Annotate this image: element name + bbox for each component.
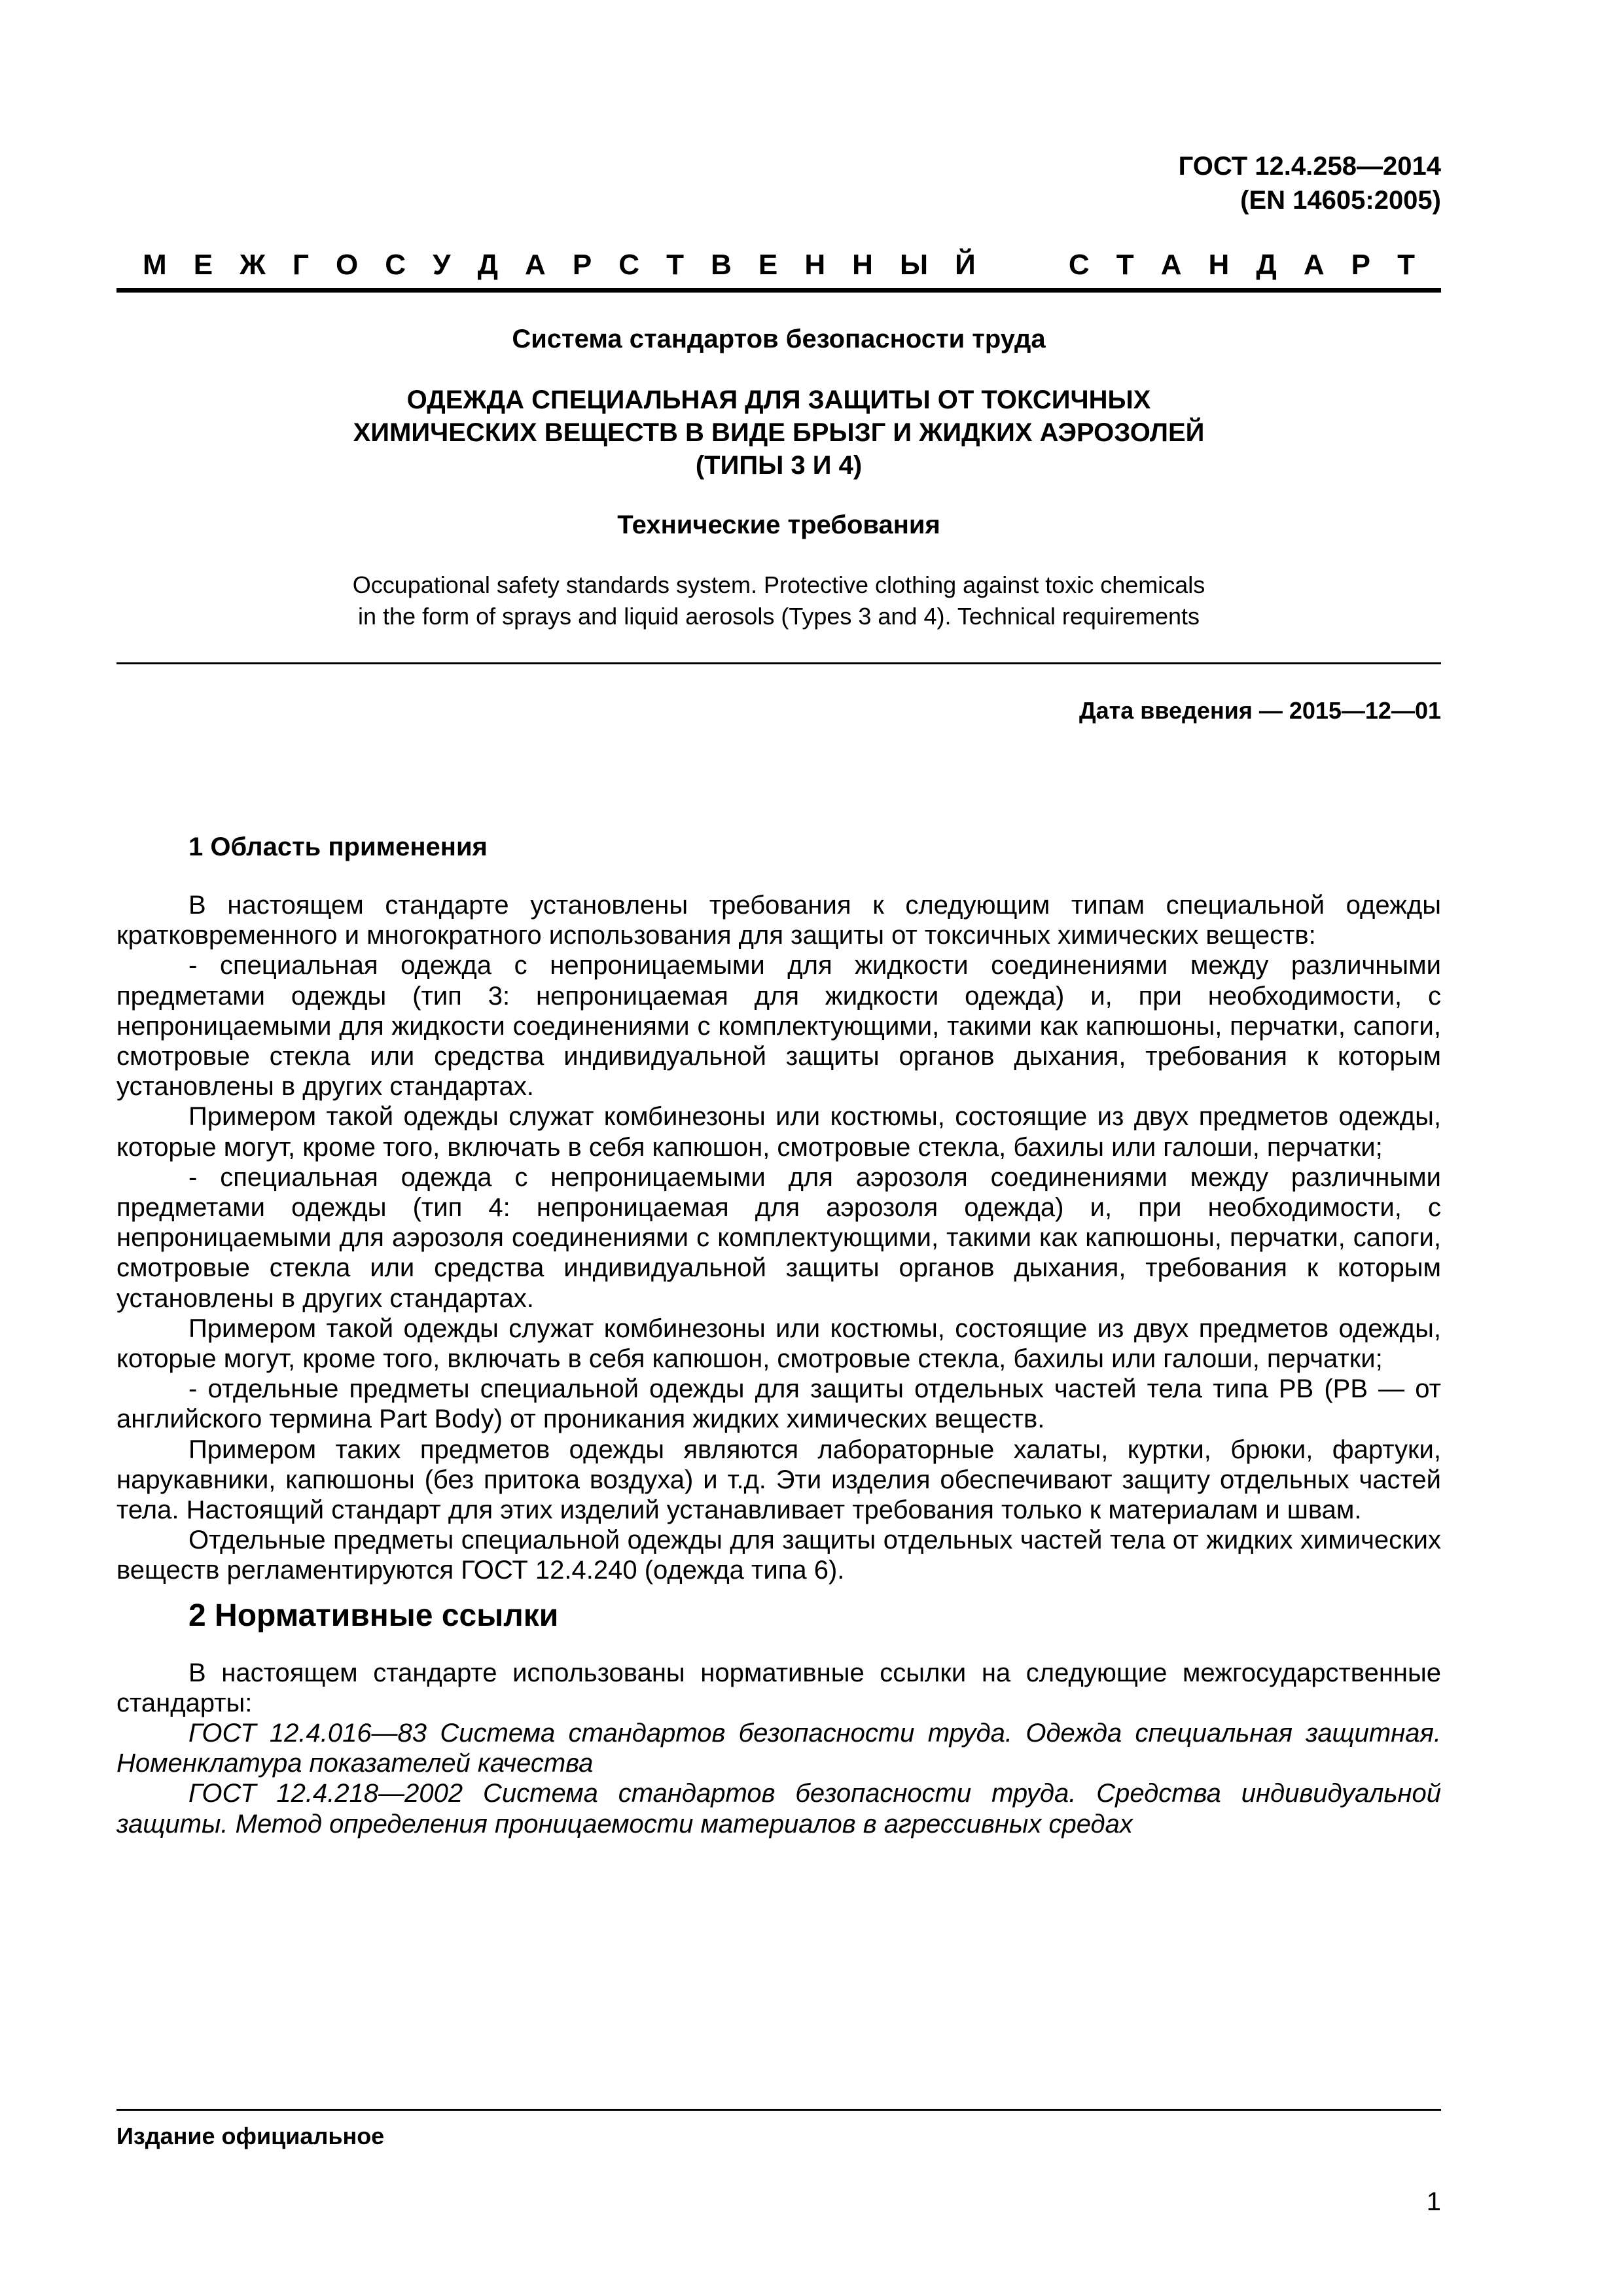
banner-letter: Е — [758, 249, 778, 281]
normative-reference: ГОСТ 12.4.016—83 Система стандартов безопасности труда. Одежда специальная защитная. Номенклатура показателей качества — [116, 1719, 1441, 1778]
banner-letter: Д — [477, 249, 498, 281]
document-subtitle: Технические требования — [617, 511, 940, 539]
banner-letter: У — [433, 249, 451, 281]
banner-letter: М — [143, 249, 167, 281]
banner-letter: Т — [1397, 249, 1415, 281]
banner-letter: С — [1068, 249, 1090, 281]
banner-letter: Р — [1351, 249, 1371, 281]
banner-letter: Й — [955, 249, 976, 281]
banner-letter: О — [336, 249, 359, 281]
banner-letter: Е — [193, 249, 213, 281]
standard-code: ГОСТ 12.4.258—2014 — [1178, 152, 1441, 181]
document-title-line-2: ХИМИЧЕСКИХ ВЕЩЕСТВ В ВИДЕ БРЫЗГ И ЖИДКИХ АЭРОЗОЛЕЙ — [353, 418, 1205, 447]
document-title-line-1: ОДЕЖДА СПЕЦИАЛЬНАЯ ДЛЯ ЗАЩИТЫ ОТ ТОКСИЧНЫХ — [406, 386, 1151, 414]
banner-letter: Г — [292, 249, 309, 281]
interstate-standard-banner — [116, 247, 1441, 283]
section-1-paragraph: - отдельные предметы специальной одежды для защиты отдельных частей тела типа PB (PB — от английского термина Part Body) от проникания жидких химических веществ. — [116, 1374, 1441, 1434]
section-1-heading: 1 Область применения — [188, 833, 488, 861]
banner-letter: Д — [1256, 249, 1277, 281]
banner-letter: В — [711, 249, 732, 281]
english-title-line-2: in the form of sprays and liquid aerosols (Types 3 and 4). Technical requirements — [358, 603, 1200, 630]
banner-letter: А — [1303, 249, 1325, 281]
header-rule — [116, 288, 1441, 293]
section-1-paragraph: - специальная одежда с непроницаемыми для жидкости соединениями между различными предметами одежды (тип 3: непроницаемая для жидкости одежда) и, при необходимости, с непроницаемыми для жидкости соединениями с комплектующими, такими как капюшоны, перчатки, сапоги, смотровые стекла или средства индивидуальной защиты органов дыхания, требования к которым установлены в других стандартах. — [116, 951, 1441, 1102]
system-title: Система стандартов безопасности труда — [512, 325, 1046, 353]
section-1-paragraph: - специальная одежда с непроницаемыми для аэрозоля соединениями между различными предметами одежды (тип 4: непроницаемая для аэрозоля одежда) и, при необходимости, с непроницаемыми для аэрозоля соединениями с комплектующими, такими как капюшоны, перчатки, сапоги, смотровые стекла или средства индивидуальной защиты органов дыхания, требования к которым установлены в других стандартах. — [116, 1162, 1441, 1313]
banner-letter: А — [1160, 249, 1182, 281]
footer-rule — [116, 2109, 1441, 2111]
section-1-paragraph: Примером таких предметов одежды являются лабораторные халаты, куртки, брюки, фартуки, нарукавники, капюшоны (без притока воздуха) и т.д. Эти изделия обеспечивают защиту отдельных частей тела. Настоящий стандарт для этих изделий устанавливает требования только к материалам и швам. — [116, 1435, 1441, 1525]
banner-letter: Т — [666, 249, 684, 281]
banner-letter: Ж — [240, 249, 266, 281]
banner-letter: Р — [572, 249, 592, 281]
page-number: 1 — [1426, 2187, 1441, 2216]
banner-letter: Н — [852, 249, 873, 281]
banner-letter: С — [385, 249, 406, 281]
section-1-paragraph: Отдельные предметы специальной одежды для защиты отдельных частей тела от жидких химических веществ регламентируются ГОСТ 12.4.240 (одежда типа 6). — [116, 1526, 1441, 1585]
banner-letter: Н — [804, 249, 826, 281]
official-edition-label: Издание официальное — [116, 2123, 385, 2149]
section-1-paragraph: В настоящем стандарте установлены требования к следующим типам специальной одежды кратковременного и многократного использования для защиты от токсичных химических веществ: — [116, 891, 1441, 950]
section-1-paragraph: Примером такой одежды служат комбинезоны или костюмы, состоящие из двух предметов одежды, которые могут, кроме того, включать в себя капюшон, смотровые стекла, бахилы или галоши, перчатки; — [116, 1102, 1441, 1162]
banner-letter: С — [618, 249, 640, 281]
body-content — [116, 830, 1441, 1839]
english-title — [116, 569, 1441, 632]
banner-word-gap — [1003, 247, 1042, 283]
section-1-paragraph: Примером такой одежды служат комбинезоны или костюмы, состоящие из двух предметов одежды, которые могут, кроме того, включать в себя капюшон, смотровые стекла, бахилы или галоши, перчатки; — [116, 1314, 1441, 1374]
section-2-paragraph: В настоящем стандарте использованы нормативные ссылки на следующие межгосударственные стандарты: — [116, 1658, 1441, 1717]
english-title-line-1: Occupational safety standards system. Protective clothing against toxic chemicals — [352, 571, 1205, 598]
title-rule — [116, 662, 1441, 664]
document-title — [116, 384, 1441, 482]
en-equivalent-code: (EN 14605:2005) — [1240, 186, 1441, 215]
document-title-line-3: (ТИПЫ 3 И 4) — [695, 451, 863, 480]
section-2-heading: 2 Нормативные ссылки — [188, 1598, 559, 1633]
standard-code-block — [1179, 149, 1441, 217]
banner-letter: Н — [1208, 249, 1230, 281]
banner-letter: А — [525, 249, 546, 281]
normative-reference: ГОСТ 12.4.218—2002 Система стандартов безопасности труда. Средства индивидуальной защиты. Метод определения проницаемости материалов в агрессивных средах — [116, 1779, 1441, 1839]
introduction-date: Дата введения — 2015—12—01 — [1079, 697, 1441, 724]
banner-letter: Т — [1116, 249, 1134, 281]
banner-letter: Ы — [900, 249, 929, 281]
